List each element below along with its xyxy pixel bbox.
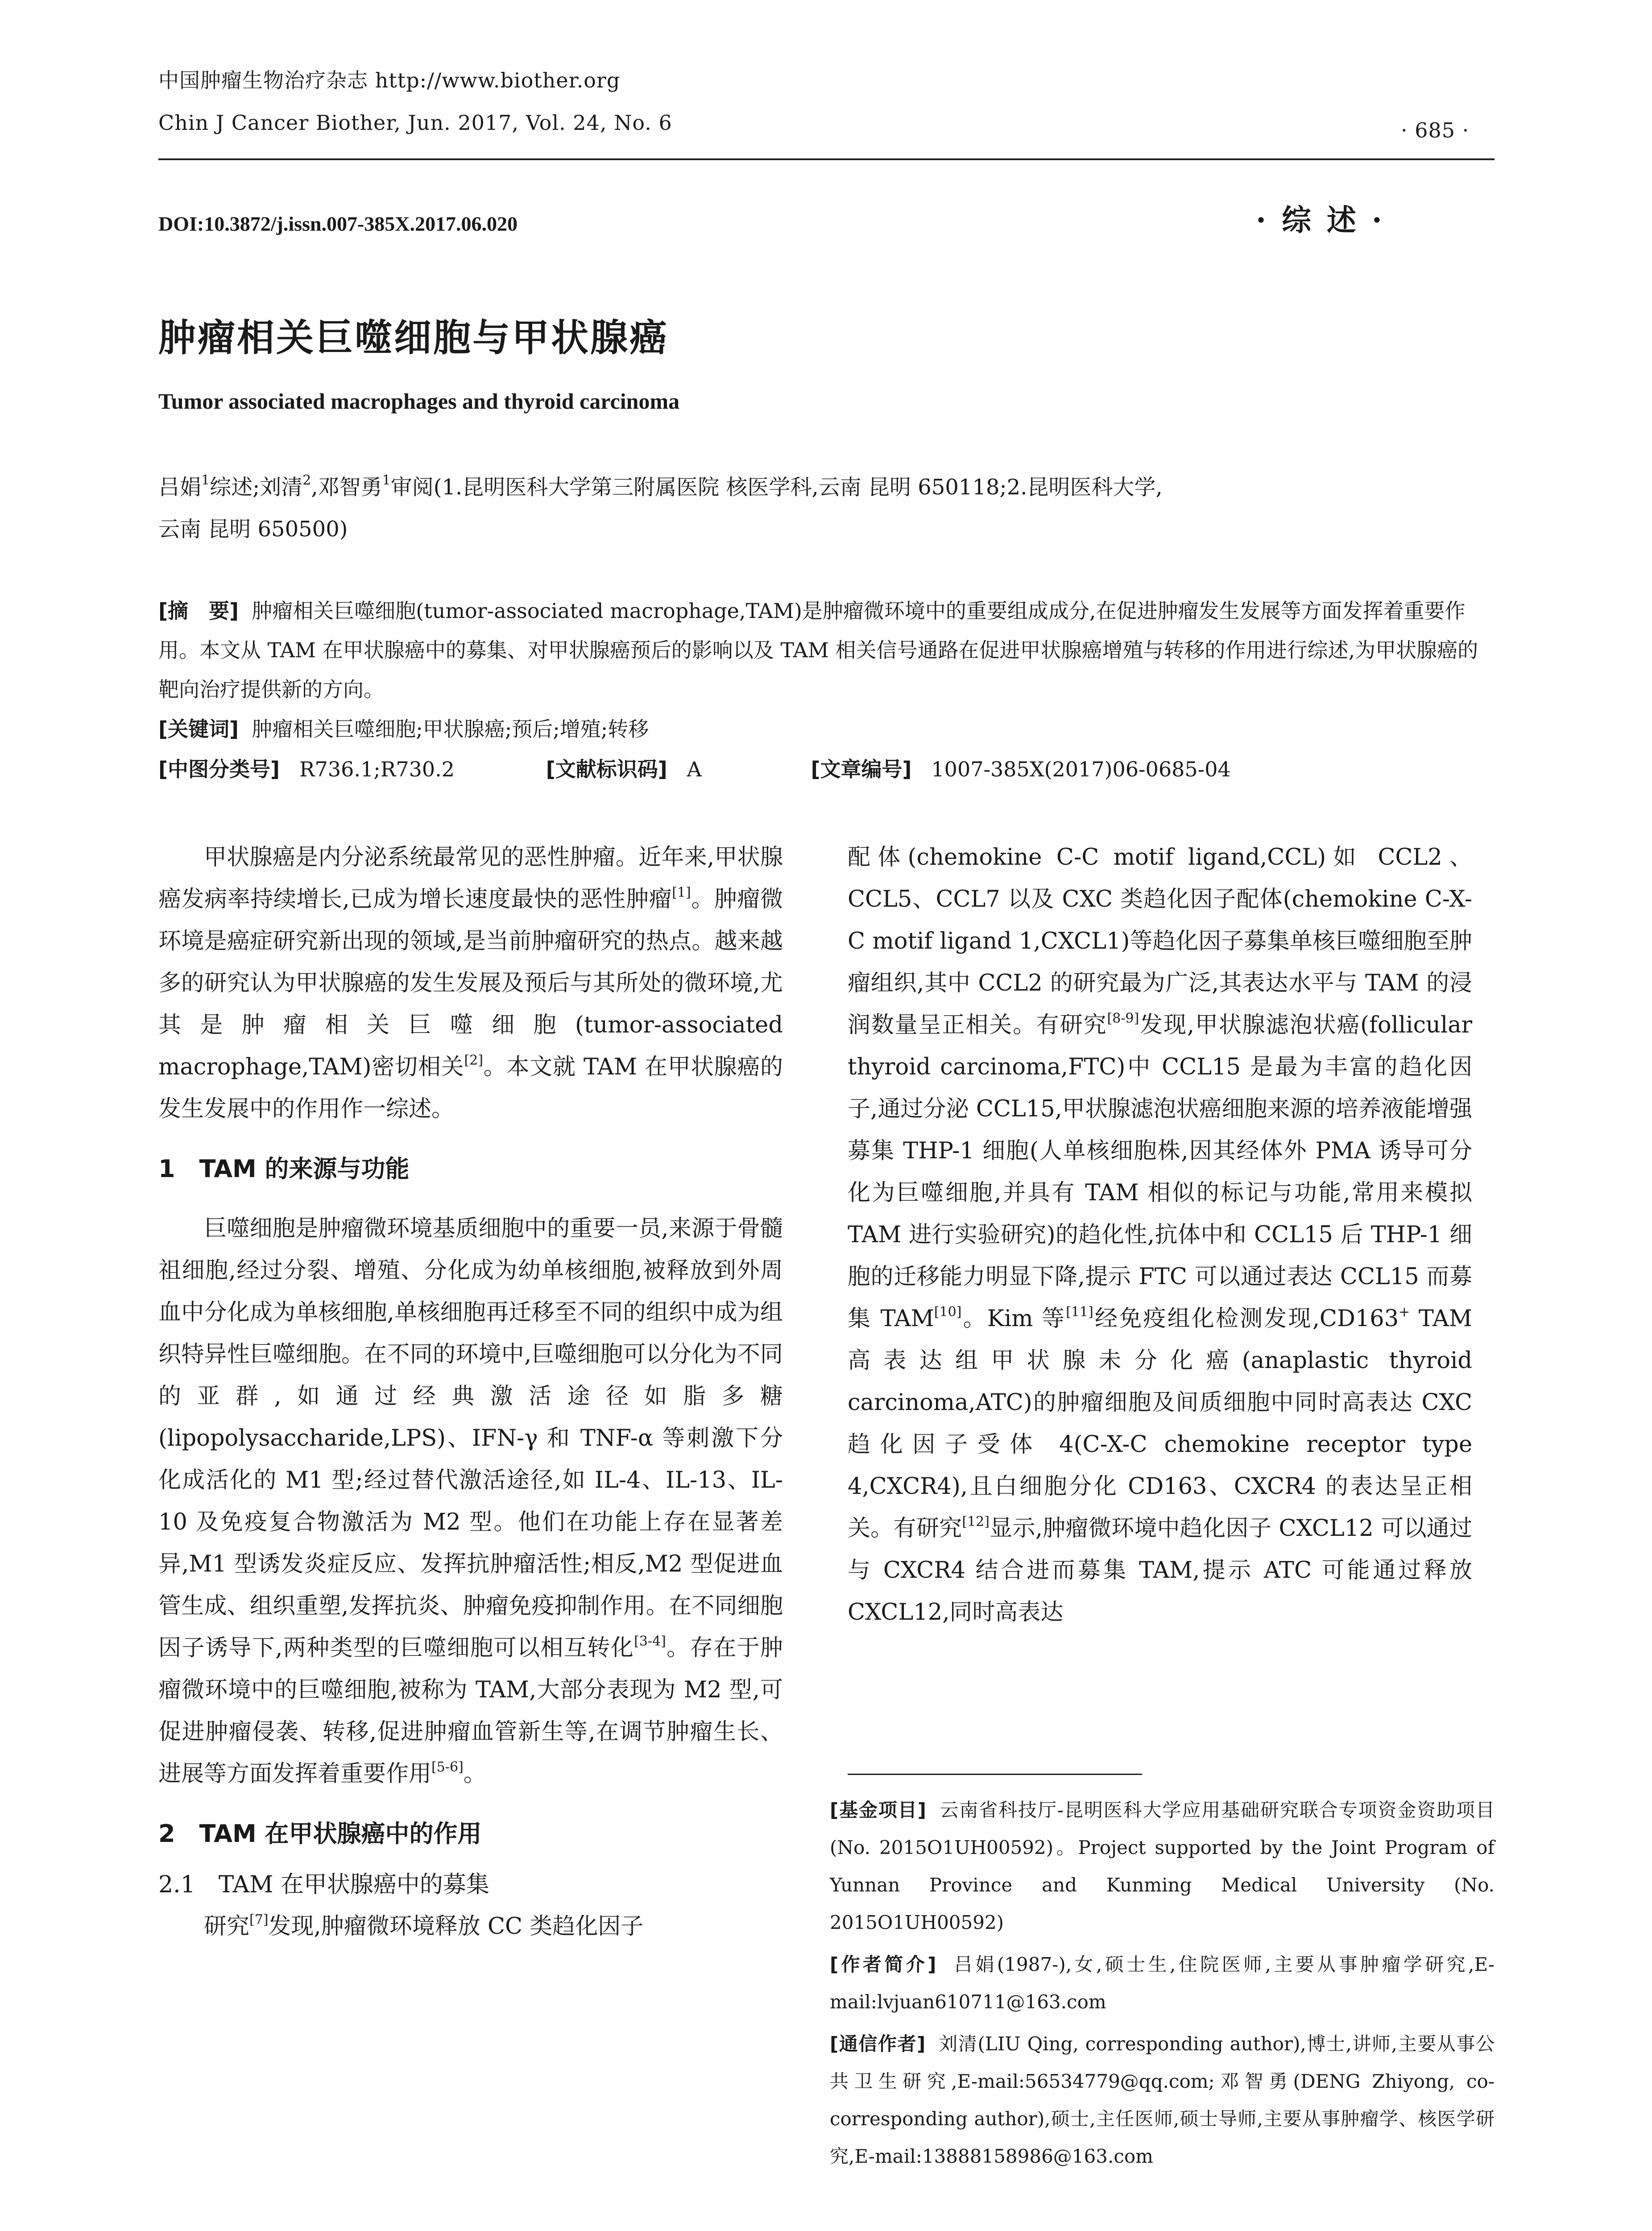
body-text: 发现,肿瘤微环境释放 CC 类趋化因子: [268, 1913, 644, 1940]
author-text: ,邓智勇: [311, 475, 382, 500]
citation: [3-4]: [634, 1634, 666, 1649]
body-text: 巨噬细胞是肿瘤微环境基质细胞中的重要一员,来源于骨髓祖细胞,经过分裂、增殖、分化成为幼单核细胞,被释放到外周血中分化成为单核细胞,单核细胞再迁移至不同的组织中成为组织特异性巨噬细胞。在不同的环境中,巨噬细胞可以分化为不同的亚群,如通过经典激活途径如脂多糖(lipopolysaccharide,LPS)、IFN-γ 和 TNF-α 等刺激下分化成活化的 M1 型;经过替代激活途径,如 IL-4、IL-13、IL-10 及免疫复合物激活为 M2 型。他们在功能上存在显著差异,M1 型诱发炎症反应、发挥抗肿瘤活性;相反,M2 型促进血管生成、组织重塑,发挥抗炎、肿瘤免疫抑制作用。在不同细胞因子诱导下,两种类型的巨噬细胞可以相互转化: [158, 1215, 783, 1661]
section-heading-1: 1 TAM 的来源与功能: [158, 1155, 410, 1183]
clc-label: [中图分类号]: [158, 757, 280, 781]
citation: [11]: [1066, 1304, 1093, 1320]
footnote-label: [作者简介]: [830, 1953, 936, 1975]
body-text: 。本文就 TAM 在甲状腺癌的发生发展中的作用作一综述。: [158, 1054, 783, 1122]
section-heading-2: 2 TAM 在甲状腺癌中的作用: [158, 1820, 482, 1848]
footnote-label: [通信作者]: [830, 2033, 926, 2055]
article-title-cn: 肿瘤相关巨噬细胞与甲状腺癌: [158, 316, 669, 360]
section-tag: · 综 述 ·: [1256, 203, 1385, 237]
abstract: [158, 591, 1492, 709]
citation: [8-9]: [1107, 1011, 1139, 1026]
footnote-author: [830, 1946, 1495, 2021]
footnote-label: [基金项目]: [830, 1799, 926, 1821]
right-column: [848, 837, 1472, 1634]
journal-header-cn: 中国肿瘤生物治疗杂志 http://www.biother.org: [158, 68, 621, 92]
superscript-plus: +: [1399, 1304, 1410, 1320]
body-text: TAM 高表达组甲状腺未分化癌(anaplastic thyroid carcinoma,ATC)的肿瘤细胞及间质细胞中同时高表达 CXC 趋化因子受体 4(C-X-C chemokine receptor type 4,CXCR4),且白细胞分化 CD163、CXCR4 的表达呈正相关。有研究: [848, 1306, 1473, 1542]
citation: [5-6]: [431, 1759, 464, 1775]
doccode-value: A: [687, 757, 702, 781]
body-text: 甲状腺癌是内分泌系统最常见的恶性肿瘤。近年来,甲状腺癌发病率持续增长,已成为增长速度最快的恶性肿瘤: [158, 844, 783, 912]
doi: DOI:10.3872/j.issn.007-385X.2017.06.020: [158, 212, 518, 235]
body-text: 经免疫组化检测发现,CD163: [1093, 1306, 1399, 1332]
body-text: 显示,肿瘤微环境中趋化因子 CXCL12 可以通过与 CXCR4 结合进而募集 TAM,提示 ATC 可能通过释放 CXCL12,同时高表达: [848, 1515, 1472, 1626]
body-text: 研究: [204, 1913, 250, 1940]
affiliation-text: 审阅(1.昆明医科大学第三附属医院 核医学科,云南 昆明 650118;2.昆明医科大学,: [390, 475, 1163, 500]
affil-mark: 1: [201, 473, 210, 488]
page-number: · 685 ·: [1401, 118, 1470, 142]
journal-header-en: Chin J Cancer Biother, Jun. 2017, Vol. 24, No. 6: [158, 111, 672, 135]
citation: [2]: [464, 1053, 483, 1068]
citation: [10]: [934, 1304, 962, 1320]
subsection-heading-2-1: 2.1 TAM 在甲状腺癌中的募集: [158, 1871, 489, 1898]
body-text: 。肿瘤微环境是癌症研究新出现的领域,是当前肿瘤研究的热点。越来越多的研究认为甲状腺癌的发生发展及预后与其所处的微环境,尤其是肿瘤相关巨噬细胞(tumor-associated macrophage,TAM)密切相关: [158, 886, 783, 1080]
footnote-text: 吕娟(1987-),女,硕士生,住院医师,主要从事肿瘤学研究,E-mail:lvjuan610711@163.com: [830, 1953, 1495, 2013]
header-rule: [158, 158, 1495, 160]
paragraph: [158, 837, 783, 1130]
abstract-label: [摘 要]: [158, 599, 239, 623]
footnote-correspondence: [830, 2025, 1495, 2175]
affil-mark: 2: [302, 473, 311, 488]
keywords-text: 肿瘤相关巨噬细胞;甲状腺癌;预后;增殖;转移: [252, 717, 649, 741]
affil-mark: 1: [382, 473, 391, 488]
paragraph: [158, 1208, 783, 1795]
keywords: [158, 709, 1492, 749]
abstract-text: 肿瘤相关巨噬细胞(tumor-associated macrophage,TAM)是肿瘤微环境中的重要组成成分,在促进肿瘤发生发展等方面发挥着重要作用。本文从 TAM 在甲状腺癌中的募集、对甲状腺癌预后的影响以及 TAM 相关信号通路在促进甲状腺癌增殖与转移的作用进行综述,为甲状腺癌的靶向治疗提供新的方向。: [158, 599, 1478, 701]
body-text: 。: [463, 1761, 486, 1787]
authors-affiliations: [158, 466, 1497, 550]
affiliation-text: 云南 昆明 650500): [158, 517, 348, 542]
citation: [12]: [962, 1514, 990, 1530]
classification-line: [158, 750, 1497, 789]
footnote-rule: [848, 1774, 1142, 1775]
article-title-en: Tumor associated macrophages and thyroid carcinoma: [158, 389, 680, 414]
articleno-label: [文章编号]: [811, 757, 912, 781]
body-text: 。存在于肿瘤微环境中的巨噬细胞,被称为 TAM,大部分表现为 M2 型,可促进肿瘤侵袭、转移,促进肿瘤血管新生等,在调节肿瘤生长、进展等方面发挥着重要作用: [158, 1635, 783, 1787]
doccode-label: [文献标识码]: [546, 757, 667, 781]
body-text: 发现,甲状腺滤泡状癌(follicular thyroid carcinoma,FTC)中 CCL15 是最为丰富的趋化因子,通过分泌 CCL15,甲状腺滤泡状癌细胞来源的培养液能增强募集 THP-1 细胞(人单核细胞株,因其经体外 PMA 诱导可分化为巨噬细胞,并具有 TAM 相似的标记与功能,常用来模拟 TAM 进行实验研究)的趋化性,抗体中和 CCL15 后 THP-1 细胞的迁移能力明显下降,提示 FTC 可以通过表达 CCL15 而募集 TAM: [848, 1012, 1472, 1332]
footnote-text: 云南省科技厅-昆明医科大学应用基础研究联合专项资金资助项目(No. 2015O1UH00592)。Project supported by the Joint Program of Yunnan Province and Kunming Medical University (No. 2015O1UH00592): [830, 1799, 1495, 1933]
citation: [1]: [672, 885, 691, 900]
left-column: [158, 837, 783, 1948]
body-text: 配体(chemokine C-C motif ligand,CCL)如 CCL2、CCL5、CCL7 以及 CXC 类趋化因子配体(chemokine C-X-C motif ligand 1,CXCL1)等趋化因子募集单核巨噬细胞至肿瘤组织,其中 CCL2 的研究最为广泛,其表达水平与 TAM 的浸润数量呈正相关。有研究: [848, 844, 1472, 1038]
footnote-funding: [830, 1791, 1495, 1941]
footnote-text: 刘清(LIU Qing, corresponding author),博士,讲师,主要从事公共卫生研究,E-mail:56534779@qq.com;邓智勇(DENG Zhiyong, co-corresponding author),硕士,主任医师,硕士导师,主要从事肿瘤学、核医学研究,E-mail:13888158986@163.com: [830, 2033, 1495, 2167]
paragraph: [848, 837, 1472, 1634]
author-text: 吕娟: [158, 475, 202, 500]
citation: [7]: [249, 1912, 269, 1928]
keywords-label: [关键词]: [158, 717, 239, 741]
body-text: 。Kim 等: [961, 1306, 1066, 1332]
paragraph: [158, 1906, 783, 1948]
articleno-value: 1007-385X(2017)06-0685-04: [931, 757, 1231, 781]
author-text: 综述;刘清: [210, 475, 303, 500]
footnotes: [830, 1791, 1495, 2180]
clc-value: R736.1;R730.2: [299, 757, 455, 781]
